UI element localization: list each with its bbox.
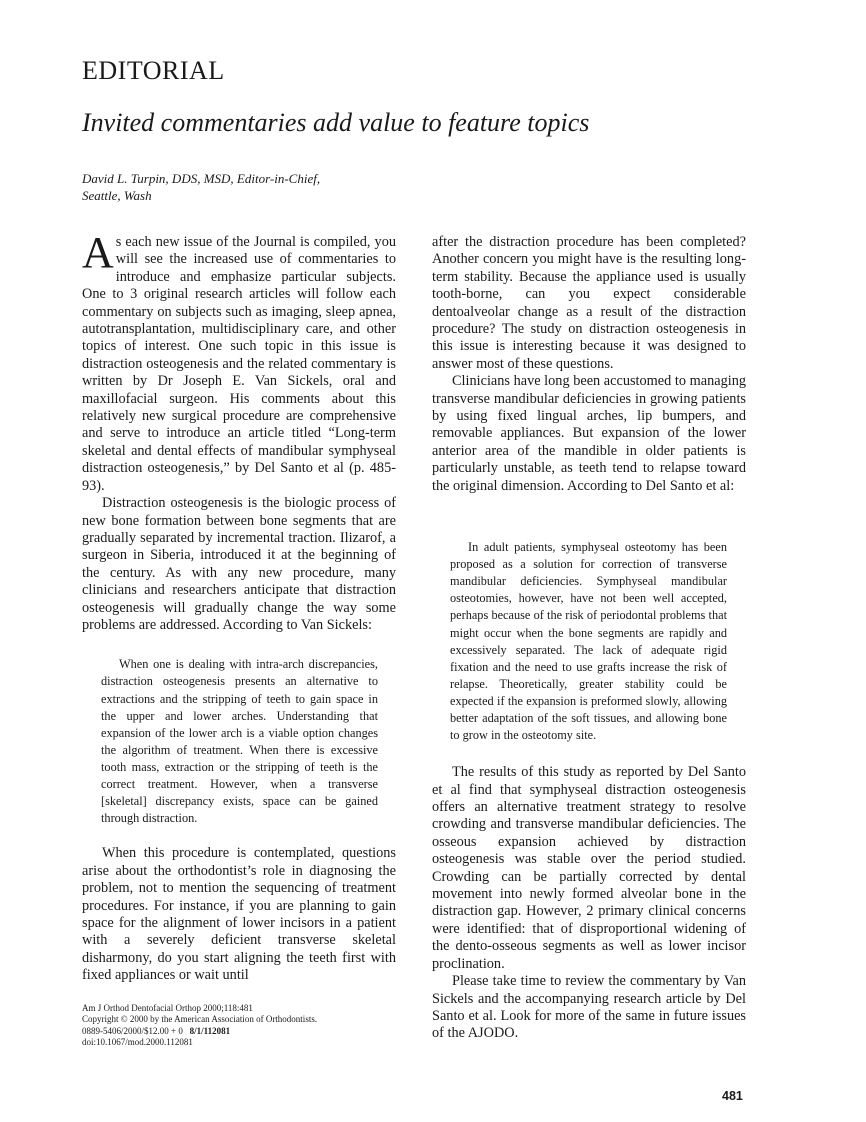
block-quote: [101, 656, 378, 827]
paragraph: Distraction osteogenesis is the biologic process of new bone formation between bone segments that are gradually separated by incremental traction. Ilizarof, a surgeon in Siberia, introduced it at the beginning of the century. As with any new procedure, many clinicians and researchers anticipate that distraction osteogenesis will gradually change the way some problems are addressed. According to Van Sickels:: [82, 495, 396, 633]
author-location: Seattle, Wash: [82, 188, 152, 203]
page-number: 481: [722, 1089, 743, 1103]
drop-cap: A: [82, 228, 114, 277]
citation-doi: doi:10.1067/mod.2000.112081: [82, 1037, 193, 1048]
paragraph-text: s each new issue of the Journal is compiled, you will see the increased use of commentaries to introduce and emphasize particular subjects. One to 3 original research articles will follow each commentary on subjects such as imaging, sleep apnea, autotransplantation, multidisciplinary care, and other topics of interest. One such topic in this issue is distraction osteogenesis and the related commentary is written by Dr Joseph E. Van Sickels, oral and maxillofacial surgeon. His comments about this relatively new surgical procedure are comprehensive and serve to introduce an article titled “Long-term skeletal and dental effects of mandibular symphyseal distraction osteogenesis,” by Del Santo et al (p. 485-93).: [82, 234, 396, 494]
section-kicker: EDITORIAL: [82, 56, 225, 85]
citation-journal: Am J Orthod Dentofacial Orthop 2000;118:481: [82, 1002, 253, 1013]
paragraph: Please take time to review the commentary by Van Sickels and the accompanying research article by Del Santo et al. Look for more of the same in future issues of the AJODO.: [432, 973, 746, 1042]
paragraph: When this procedure is contemplated, questions arise about the orthodontist’s role in diagnosing the problem, not to mention the sequencing of treatment procedures. For instance, if you are planning to gain space for the alignment of lower incisors in a patient with a severely deficient transverse skeletal disharmony, do you start aligning the teeth first with fixed appliances or wait until: [82, 845, 396, 984]
issn-code: 8/1/112081: [189, 1025, 231, 1036]
citation-issn: [82, 1026, 396, 1038]
block-quote: [450, 539, 727, 744]
left-column-top: [82, 228, 396, 634]
quote-text: In adult patients, symphyseal osteotomy has been proposed as a solution for correction of transverse mandibular deficiencies. Symphyseal mandibular osteotomies, however, have not been well accepted, perhaps because of the risk of periodontal problems that might occur when the bone segments are rapidly and excessively separated. The lack of adequate rigid fixation and the need to use grafts increase the risk of relapse. Theoretically, greater stability could be expected if the expansion is preformed slowly, allowing better adaptation of the soft tissues, and allowing bone to grow in the osteotomy site.: [450, 540, 727, 743]
right-column-top: [432, 234, 746, 495]
paragraph: after the distraction procedure has been completed? Another concern you might have is the resulting long-term stability. Because the appliance used is usually tooth-borne, can you expect considerable dentoalveolar change as a result of the distraction procedure? The study on distraction osteogenesis in this issue is interesting because it was designed to answer most of these questions.: [432, 234, 746, 372]
article-title: Invited commentaries add value to feature topics: [82, 108, 590, 137]
citation-footer: [82, 1003, 396, 1049]
quote-text: When one is dealing with intra-arch discrepancies, distraction osteogenesis presents an alternative to extractions and the stripping of teeth to gain space in the upper and lower arches. Understanding that expansion of the lower arch is a viable option changes the algorithm of treatment. When there is excessive tooth mass, extraction or the stripping of teeth is the correct treatment. However, when a transverse [skeletal] discrepancy exists, space can be gained through distraction.: [101, 657, 378, 826]
issn-text: 0889-5406/2000/$12.00 + 0: [82, 1025, 183, 1036]
paragraph: The results of this study as reported by Del Santo et al find that symphyseal distraction osteogenesis offers an alternative treatment strategy to resolve crowding and transverse mandibular deficiencies. The osseous expansion achieved by distraction osteogenesis was stable over the period studied. Crowding can be partially corrected by dental movement into newly formed alveolar bone in the distraction gap. However, 2 primary clinical concerns were identified: that of disproportional widening of the dento-osseous segments as well as lower incisor proclination.: [432, 764, 746, 972]
author-byline: [82, 170, 320, 204]
left-column: [82, 228, 396, 1049]
paragraph: Clinicians have long been accustomed to managing transverse mandibular deficiencies in growing patients by using fixed lingual arches, lip bumpers, and removable appliances. But expansion of the lower anterior area of the mandible in older patients is particularly unstable, as teeth tend to relapse toward the original dimension. According to Del Santo et al:: [432, 373, 746, 494]
right-column: [432, 234, 746, 1043]
right-column-bottom: [432, 764, 746, 1043]
paragraph: [82, 228, 396, 495]
citation-copyright: Copyright © 2000 by the American Association of Orthodontists.: [82, 1014, 318, 1025]
author-name: David L. Turpin, DDS, MSD, Editor-in-Chief,: [82, 171, 321, 186]
left-column-bottom: [82, 845, 396, 984]
